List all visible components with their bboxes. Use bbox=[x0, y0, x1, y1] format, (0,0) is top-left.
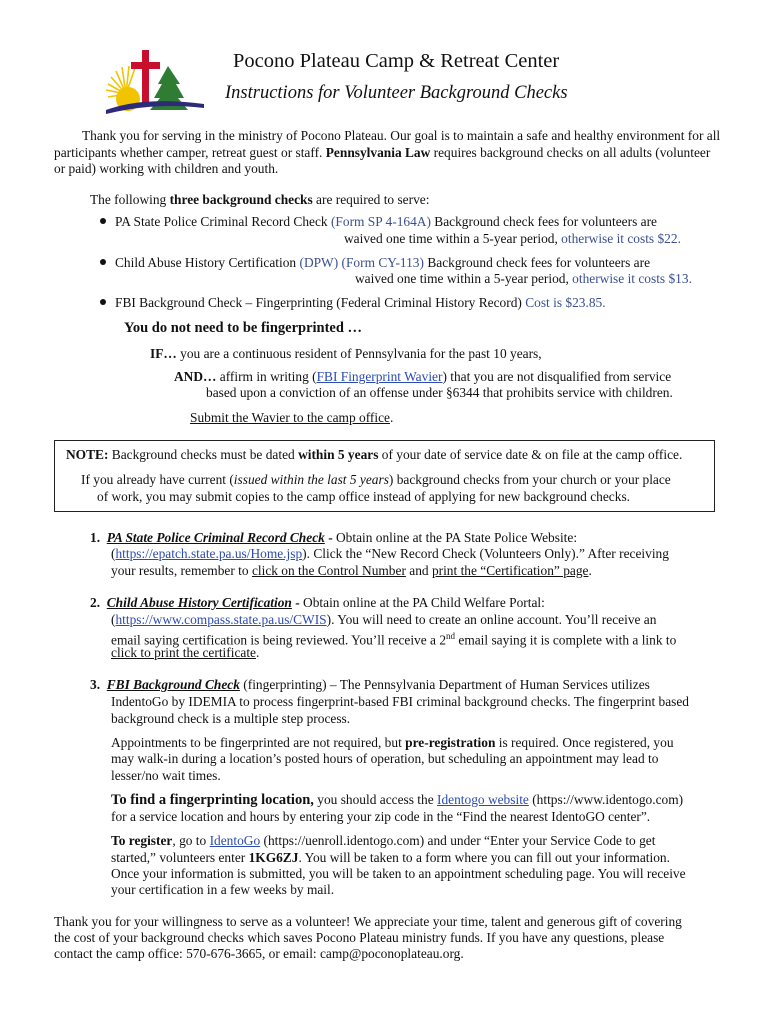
find-location-bold: To find a fingerprinting location, bbox=[111, 792, 314, 808]
register-line-4: your certification in a few weeks by mail. bbox=[111, 882, 335, 897]
step-2-line-2 bbox=[111, 612, 656, 629]
closing-line-1: Thank you for your willingness to serve as a volunteer! We appreciate your time, talent and generous gift of covering bbox=[54, 914, 682, 929]
requirements-intro bbox=[90, 192, 429, 209]
check-1-form: (Form SP 4-164A) bbox=[330, 214, 431, 229]
note-italic: issued within the last 5 years bbox=[233, 472, 389, 487]
appointments-line-3: lesser/no wait times. bbox=[111, 768, 221, 783]
ordinal-suffix: nd bbox=[446, 631, 456, 641]
note-text-c: If you already have current ( bbox=[81, 472, 234, 487]
note-text-b: of your date of service date & on file at the camp office. bbox=[378, 447, 683, 462]
step-2-text-d: ). You will need to create an online account. You’ll receive an bbox=[326, 612, 657, 627]
bullet-icon bbox=[100, 299, 106, 305]
check-1-waive: waived one time within a 5-year period, bbox=[344, 231, 562, 246]
step-2-line-4 bbox=[111, 645, 259, 662]
note-box bbox=[54, 440, 715, 512]
appointments-line-1 bbox=[111, 735, 674, 752]
page-title: Pocono Plateau Camp & Retreat Center bbox=[233, 50, 560, 72]
identogo-link[interactable]: IdentoGo bbox=[209, 833, 261, 848]
check-item-2-cont bbox=[355, 271, 692, 288]
bullet-icon bbox=[100, 218, 106, 224]
step-1-line-2 bbox=[111, 546, 669, 563]
intro-text-b: requires background checks on all adults (volunteer or paid) working with children and youth. bbox=[54, 144, 711, 177]
check-item-2 bbox=[100, 255, 650, 272]
step-1-number: 1. bbox=[90, 530, 101, 545]
req-text-b: are required to serve: bbox=[312, 192, 430, 207]
step-3-number: 3. bbox=[90, 677, 101, 692]
pa-state-police-link[interactable]: https://epatch.state.pa.us/Home.jsp bbox=[115, 546, 303, 561]
submit-wavier-link[interactable]: Submit the Wavier to the camp office bbox=[190, 410, 390, 425]
step-1-text-d: ). Click the “New Record Check (Volunteers Only).” After receiving bbox=[302, 546, 669, 561]
check-2-fee-text: Background check fees for volunteers are bbox=[423, 255, 651, 270]
note-line-1 bbox=[66, 447, 682, 464]
check-2-cost: otherwise it costs $13. bbox=[572, 271, 692, 286]
check-1-name: PA State Police Criminal Record Check bbox=[115, 214, 331, 229]
step-2 bbox=[90, 595, 545, 612]
find-location-line-2: for a service location and hours by entering your zip code in the “Find the nearest IdentoGO center”. bbox=[111, 809, 651, 824]
step-2-dash: - bbox=[291, 595, 304, 610]
req-text-a: The following bbox=[90, 192, 170, 207]
intro-bold: Pennsylvania Law bbox=[325, 144, 431, 160]
pre-registration-bold: pre-registration bbox=[405, 735, 496, 750]
check-item-3 bbox=[100, 295, 606, 312]
note-text-d: ) background checks from your church or your place bbox=[388, 472, 671, 487]
submit-period: . bbox=[389, 410, 394, 425]
step-1-text-b: Obtain online at the PA State Police Website: bbox=[336, 530, 578, 545]
bullet-icon bbox=[100, 259, 106, 265]
req-bold: three background checks bbox=[169, 192, 313, 207]
step-3-title: FBI Background Check bbox=[106, 677, 240, 692]
step-2-text-b: Obtain online at the PA Child Welfare Portal: bbox=[303, 595, 545, 610]
find-text-a: you should access the bbox=[313, 792, 437, 807]
find-text-b: (https://www.identogo.com) bbox=[528, 792, 684, 807]
step-2-number: 2. bbox=[90, 595, 101, 610]
print-certificate-instruction: click to print the certificate bbox=[111, 645, 256, 660]
fingerprint-exemption-heading: You do not need to be fingerprinted … bbox=[124, 320, 363, 336]
register-bold: To register bbox=[111, 833, 173, 848]
step-2-text-e: email saying certification is being reviewed. You’ll receive a 2 bbox=[111, 632, 447, 648]
step-2-title: Child Abuse History Certification bbox=[106, 595, 292, 610]
control-number-instruction: click on the Control Number bbox=[251, 563, 406, 578]
if-text: you are a continuous resident of Pennsylvania for the past 10 years, bbox=[176, 346, 542, 361]
check-2-waive: waived one time within a 5-year period, bbox=[355, 271, 573, 286]
check-item-1-cont bbox=[344, 231, 681, 248]
check-3-name: FBI Background Check – Fingerprinting (Federal Criminal History Record) bbox=[115, 295, 526, 310]
register-text-a: , go to bbox=[172, 833, 210, 848]
register-text-c: started,” volunteers enter bbox=[111, 850, 249, 865]
register-line-2 bbox=[111, 850, 670, 867]
service-code: 1KG6ZJ bbox=[248, 850, 299, 865]
check-2-form: (DPW) (Form CY-113) bbox=[299, 255, 424, 270]
page-subtitle: Instructions for Volunteer Background Checks bbox=[225, 83, 568, 103]
exemption-if bbox=[150, 346, 542, 363]
step-2-text-f: email saying it is complete with a link to bbox=[455, 632, 677, 648]
note-line-3: of work, you may submit copies to the camp office instead of applying for new background checks. bbox=[97, 489, 631, 504]
closing-line-2: the cost of your background checks which saves Pocono Plateau ministry funds. If you have any questions, please bbox=[54, 930, 665, 945]
register-line-1 bbox=[111, 833, 655, 850]
note-label: NOTE: bbox=[66, 447, 109, 462]
if-label: IF… bbox=[150, 346, 177, 361]
appointments-line-2: may walk-in during a location’s posted hours of operation, but scheduling an appointment may lead to bbox=[111, 751, 659, 766]
intro-paragraph bbox=[54, 128, 722, 178]
register-line-3: Once your information is submitted, you will be taken to an appointment scheduling page. You will receive bbox=[111, 866, 686, 881]
exemption-and bbox=[174, 369, 671, 386]
and-text-b: ) that you are not disqualified from service bbox=[442, 369, 672, 384]
note-line-2 bbox=[81, 472, 671, 489]
step-1 bbox=[90, 530, 577, 547]
check-1-cost: otherwise it costs $22. bbox=[561, 231, 681, 246]
and-text-a: affirm in writing ( bbox=[216, 369, 317, 384]
check-3-cost: Cost is $23.85. bbox=[525, 295, 606, 310]
register-text-d: . You will be taken to a form where you can fill out your information. bbox=[298, 850, 670, 865]
register-text-b: (https://uenroll.identogo.com) and under “Enter your Service Code to get bbox=[260, 833, 656, 848]
check-1-fee-text: Background check fees for volunteers are bbox=[430, 214, 657, 229]
step-3-text-a: (fingerprinting) – The Pennsylvania Department of Human Services utilizes bbox=[239, 677, 650, 692]
intro-text-a: Thank you for serving in the ministry of Pocono Plateau. Our goal is to maintain a safe and healthy environment for all participants whether camper, retreat guest or staff. bbox=[54, 128, 721, 160]
appointments-text-a: Appointments to be fingerprinted are not required, but bbox=[111, 735, 406, 750]
child-welfare-portal-link[interactable]: https://www.compass.state.pa.us/CWIS bbox=[115, 612, 327, 627]
step-3 bbox=[90, 677, 650, 694]
closing-line-3: contact the camp office: 570-676-3665, or email: camp@poconoplateau.org. bbox=[54, 946, 464, 961]
paren-open: ( bbox=[111, 612, 116, 627]
camp-logo bbox=[104, 44, 206, 114]
find-location-line-1 bbox=[111, 792, 683, 809]
step-1-dash: - bbox=[324, 530, 336, 545]
paren-open: ( bbox=[111, 546, 116, 561]
print-certification-instruction: print the “Certification” page bbox=[431, 563, 589, 578]
check-item-1 bbox=[100, 214, 657, 231]
fbi-wavier-link[interactable]: FBI Fingerprint Wavier bbox=[316, 369, 443, 384]
exemption-and-cont: based upon a conviction of an offense under §6344 that prohibits service with children. bbox=[206, 385, 673, 400]
note-bold: within 5 years bbox=[298, 447, 379, 462]
step-1-and: and bbox=[405, 563, 432, 578]
step-1-title: PA State Police Criminal Record Check bbox=[106, 530, 325, 545]
appointments-text-b: is required. Once registered, you bbox=[495, 735, 674, 750]
and-label: AND… bbox=[174, 369, 217, 384]
step-2-period: . bbox=[256, 645, 260, 660]
step-3-line-3: background check is a multiple step process. bbox=[111, 711, 351, 726]
step-3-line-2: IndentoGo by IDEMIA to process fingerprint-based FBI criminal background checks. The fingerprint based bbox=[111, 694, 689, 709]
note-text-a: Background checks must be dated bbox=[108, 447, 299, 462]
step-1-period: . bbox=[588, 563, 592, 578]
identogo-website-link[interactable]: Identogo website bbox=[437, 792, 529, 807]
step-1-line-3 bbox=[111, 563, 592, 580]
step-1-text-e: your results, remember to bbox=[111, 563, 252, 578]
submit-wavier bbox=[190, 410, 393, 427]
check-2-name: Child Abuse History Certification bbox=[115, 255, 300, 270]
